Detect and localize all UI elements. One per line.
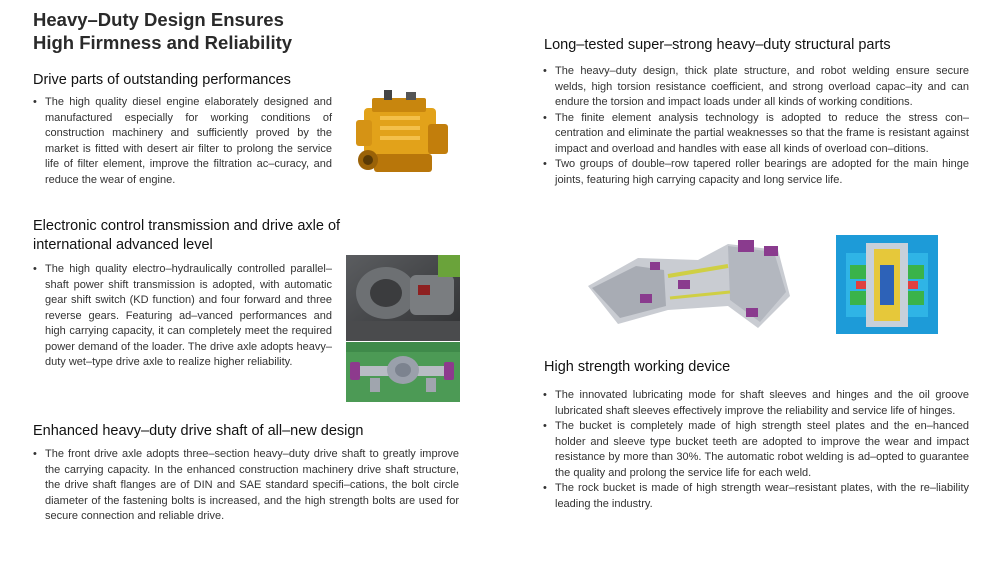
section-heading-drive-shaft: Enhanced heavy–duty drive shaft of all–new design (33, 423, 364, 439)
title-line-1: Heavy–Duty Design Ensures (33, 9, 284, 30)
list-item: • The innovated lubricating mode for shaft sleeves and hinges and the oil groove lubricated shaft sleeves effectively improve the reliability and service life of hinges. (543, 388, 969, 419)
title-line-2: High Firmness and Reliability (33, 32, 293, 53)
list-item: • The high quality electro–hydraulically controlled parallel–shaft power shift transmission is adopted, with automatic gear shift switch (KD function) and four forward and three reverse gears. Featuring ad–vanced performances and high carrying capacity, it can completely meet the required power demand of the loader. The drive axle adopts heavy–duty wet–type drive axle to realize higher reliability. (33, 262, 332, 371)
list-item: • The bucket is completely made of high strength steel plates and the en–hanced holder and sleeve type bucket teeth are adopted to improve the wear and impact resistance by more than 30%. The automatic robot welding is ad–opted to guarantee the quality and prolong the service life for each weld. (543, 419, 969, 481)
list-item: • The rock bucket is made of high strength wear–resistant plates, with the re–liability leading the industry. (543, 481, 969, 512)
drive-axle-image (346, 342, 460, 402)
page-title (33, 8, 363, 54)
list-item: • The high quality diesel engine elaborately designed and manufactured especially for working conditions of construction machinery and sufficiently proved by the market is fitted with desert air filter to prolong the service life of filter element, improve the filtration ac–curacy, and reduce the wear of engine. (33, 95, 332, 188)
list-item: • Two groups of double–row tapered roller bearings are adopted for the main hinge joints, featuring high carrying capacity and long service life. (543, 157, 969, 188)
heading-line-1: Electronic control transmission and drive axle of (33, 218, 341, 234)
heading-line-2: international advanced level (33, 237, 213, 253)
working-device-list (543, 388, 969, 512)
section-heading-working-device: High strength working device (544, 359, 731, 375)
drive-shaft-list (33, 447, 459, 525)
list-item: • The front drive axle adopts three–section heavy–duty drive shaft to greatly improve the carrying capacity. In the enhanced construction machinery drive shaft structure, the drive shaft flanges are of DIN and SAE standard specifi–cations, the bolt circle diameter of the fastening bolts is increased, and the high strength bolts are used for secure connection and reliable drive. (33, 447, 459, 525)
list-item: • The finite element analysis technology is adopted to reduce the stress con–centration and eliminate the partial weaknesses so that the frame is resistant against impact and overload and handles with ease all kinds of overload con–ditions. (543, 111, 969, 158)
frame-structure-image (578, 236, 800, 336)
section-heading-drive-parts: Drive parts of outstanding performances (33, 72, 291, 88)
transmission-image (346, 255, 460, 341)
drive-parts-list (33, 95, 332, 188)
list-item: • The heavy–duty design, thick plate structure, and robot welding ensure secure welds, high torsion resistance coefficient, and strong overload capac–ity and can endure the torsion and impact loads under all kinds of working conditions. (543, 64, 969, 111)
diesel-engine-image (344, 80, 457, 188)
section-heading-transmission (33, 217, 373, 255)
transmission-list (33, 262, 332, 371)
bearing-section-image (836, 235, 938, 334)
structural-parts-list (543, 64, 969, 188)
section-heading-structural-parts: Long–tested super–strong heavy–duty structural parts (544, 37, 891, 53)
